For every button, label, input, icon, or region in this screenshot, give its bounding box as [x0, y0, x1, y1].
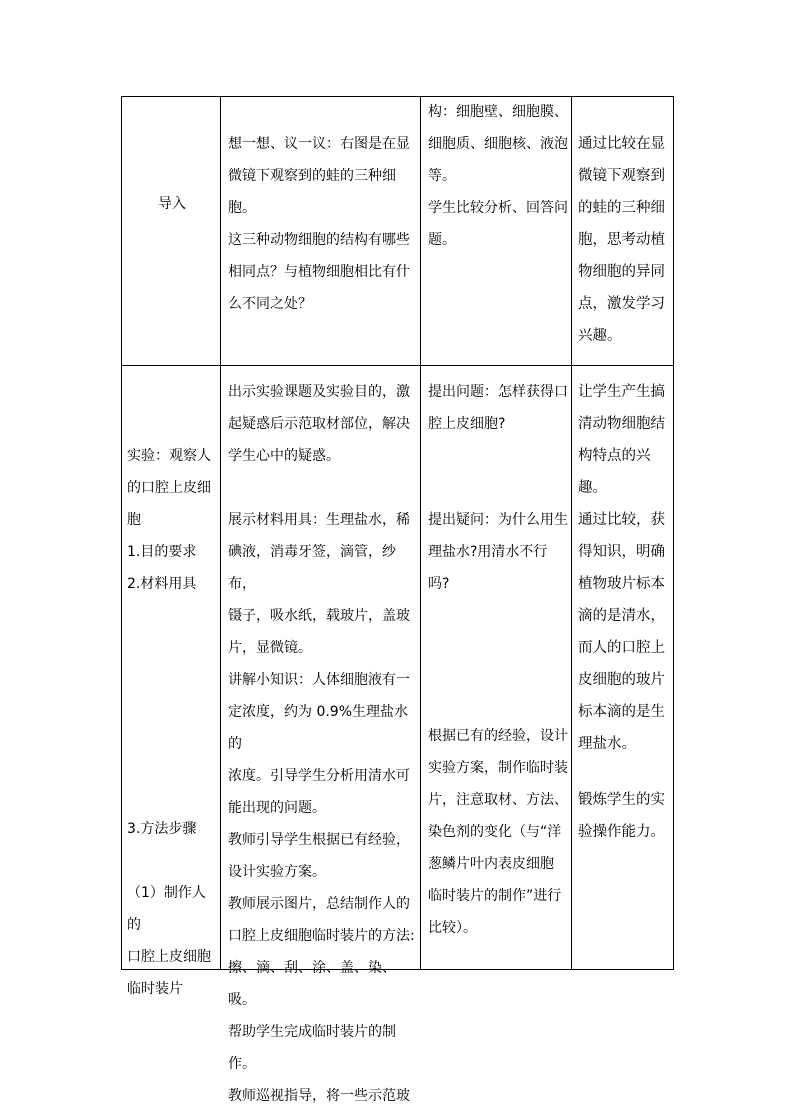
column-divider	[571, 97, 572, 969]
design-purpose-intro: 通过比较在显 微镜下观察到 的蛙的三种细 胞，思考动植 物细胞的异同 点，激发学习 兴趣。	[578, 136, 665, 344]
teacher-activity-experiment: 出示实验课题及实验目的，激 起疑惑后示范取材部位，解决 学生心中的疑惑。 展示材料用具：生理盐水，稀 碘液，消毒牙签，滴管，纱布， 镊子，吸水纸，载玻片，盖玻 片，显微镜。 讲解小知识：人体细胞液有一 定浓度，约为 0.9%生理盐水的 浓度。引导学生分析用清水可 能出现的问题。 教师引导学生根据已有经验， 设计实验方案。 教师展示图片，总结制作人的 口腔上皮细胞临时装片的方法: 擦、滴、刮、涂、盖、染、吸。 帮助学生完成临时装片的制作。 教师巡视指导，将一些示范玻	[228, 384, 415, 1104]
stage-make-slide: （1）制作人的 口腔上皮细胞 临时装片	[127, 885, 211, 997]
student-question-1: 提出问题：怎样获得口 腔上皮细胞?	[428, 384, 568, 432]
stage-method-steps: 3.方法步骤	[127, 821, 197, 837]
column-divider	[220, 97, 221, 969]
teacher-activity-intro: 想一想、议一议：右图是在显 微镜下观察到的蛙的三种细胞。 这三种动物细胞的结构有哪些 相同点？与植物细胞相比有什 么不同之处？	[228, 136, 410, 312]
student-question-2: 提出疑问：为什么用生 理盐水?用清水不行吗?	[428, 512, 568, 592]
column-divider	[420, 97, 421, 969]
student-plan: 根据已有的经验，设计 实验方案，制作临时装 片，注意取材、方法、 染色剂的变化（与“洋 葱鳞片叶内表皮细胞 临时装片的制作”进行 比较）。	[428, 728, 568, 936]
design-purpose-1: 让学生产生搞 清动物细胞结 构特点的兴趣。 通过比较，获 得知识，明确 植物玻片标本 滴的是清水， 而人的口腔上 皮细胞的玻片 标本滴的是生 理盐水。	[578, 384, 665, 752]
design-purpose-2: 锻炼学生的实 验操作能力。	[578, 792, 665, 840]
stage-intro: 导入	[158, 196, 186, 212]
student-activity-intro: 构：细胞壁、细胞膜、 细胞质、细胞核、液泡 等。 学生比较分析、回答问 题。	[428, 104, 568, 248]
stage-experiment: 实验：观察人 的口腔上皮细 胞 1.目的要求 2.材料用具	[127, 448, 211, 592]
row-divider	[122, 365, 673, 366]
